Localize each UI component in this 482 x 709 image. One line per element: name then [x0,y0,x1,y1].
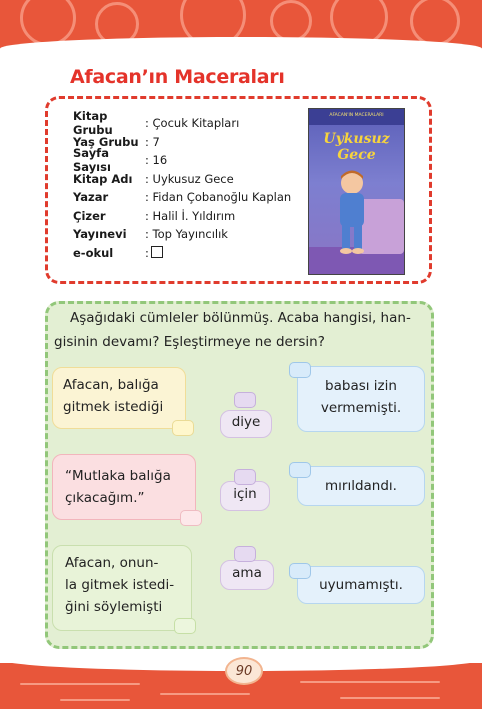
exercise-instructions [54,306,420,354]
card-line: babası izin [325,378,397,394]
card-line: ğini söylemişti [65,599,163,615]
right-sentence-card[interactable] [297,466,425,506]
page-number: 90 [225,657,263,685]
connector-word: ama [232,565,262,581]
match-slot[interactable] [289,563,311,579]
right-sentence-card[interactable] [297,566,425,604]
card-line: “Mutlaka balığa [65,468,171,484]
instruction-line: gisinin devamı? Eşleştirmeye ne dersin? [54,334,325,350]
card-line: çıkacağım.” [65,490,145,506]
header-decoration [0,0,482,50]
info-row-illustrator [73,207,291,226]
info-value: : Top Yayıncılık [145,227,228,242]
match-slot[interactable] [234,546,256,562]
info-value: : Halil İ. Yıldırım [145,208,236,223]
card-line: vermemişti. [320,400,402,416]
match-slot[interactable] [172,420,194,436]
connector-word: diye [231,414,261,430]
instruction-line: Aşağıdaki cümleler bölünmüş. Acaba hangisi, han- [70,310,411,326]
info-row-book-name [73,170,291,189]
card-line: la gitmek istedi- [65,577,175,593]
cover-title: Uykusuz Gece [323,131,390,163]
info-label: Kitap Grubu [73,109,113,138]
match-slot[interactable] [174,618,196,634]
info-row-author [73,188,291,207]
info-row-publisher [73,225,291,244]
card-line: uyumamıştı. [319,577,403,593]
match-slot[interactable] [289,462,311,478]
card-line: gitmek istediği [63,399,164,415]
info-value: : 16 [145,153,168,168]
book-cover-image [308,108,405,275]
info-label: Sayfa Sayısı [73,146,111,175]
page-title: Afacan’ın Maceraları [70,66,285,88]
info-label: Yazar [73,190,109,205]
card-line: mırıldandı. [325,478,397,494]
book-info-table [73,109,292,262]
info-row-group [73,109,291,138]
match-slot[interactable] [180,510,202,526]
info-label: Yayınevi [73,227,127,242]
card-line: Afacan, onun- [65,555,159,571]
info-label: Yaş Grubu [73,134,139,149]
info-row-pages [73,146,291,175]
cover-series-text: AFACAN'IN MACERALARI [329,113,384,118]
cover-child-illustration [333,167,371,257]
match-slot[interactable] [289,362,311,378]
info-value: : [145,246,163,260]
connector-word: için [233,486,257,502]
info-value: : 7 [145,134,160,149]
info-label: e-okul [73,245,114,260]
left-sentence-card[interactable] [52,367,186,429]
info-row-eokul [73,244,291,263]
match-slot[interactable] [234,392,256,408]
left-sentence-card[interactable] [52,545,192,631]
match-slot[interactable] [234,469,256,485]
left-sentence-card[interactable] [52,454,196,520]
e-okul-checkbox[interactable] [151,246,163,258]
card-line: Afacan, balığa [63,377,159,393]
info-label: Kitap Adı [73,171,133,186]
right-sentence-card[interactable] [297,366,425,432]
info-label: Çizer [73,208,106,223]
info-value: : Uykusuz Gece [145,171,234,186]
info-value: : Çocuk Kitapları [145,116,240,131]
info-value: : Fidan Çobanoğlu Kaplan [145,190,292,205]
